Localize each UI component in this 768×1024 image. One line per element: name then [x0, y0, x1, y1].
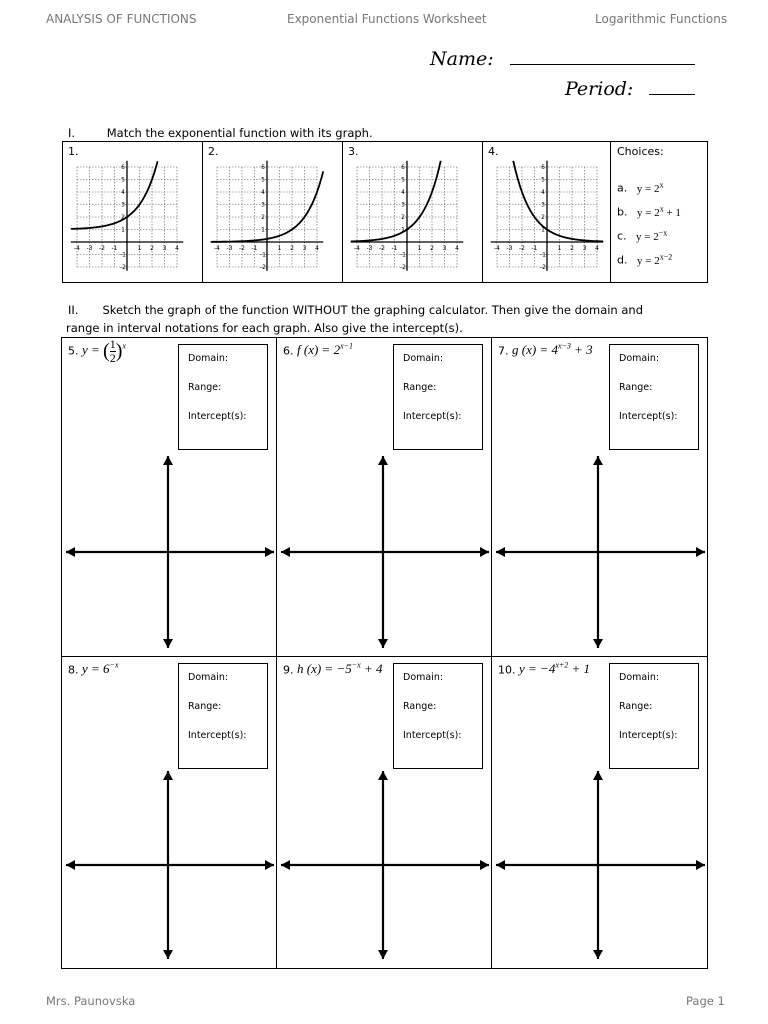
x-tick-label: -4: [354, 245, 360, 252]
problem-lhs: y = −4: [519, 661, 556, 677]
choice-letter: d.: [617, 253, 628, 267]
x-tick-label: -4: [74, 245, 80, 252]
range-label: Range:: [188, 382, 222, 393]
y-tick-label: -2: [120, 264, 126, 271]
choice-lhs: y = 2: [636, 230, 659, 243]
problem-lhs: y =: [82, 342, 104, 358]
arrow-down: [378, 639, 388, 648]
x-tick-label: 1: [137, 245, 142, 252]
y-tick-label: 3: [541, 201, 545, 209]
y-tick-label: 4: [401, 189, 405, 196]
sketch-cell: [276, 337, 492, 657]
arrow-right: [696, 860, 705, 870]
choice-letter: b.: [617, 205, 628, 219]
section2-numeral: II.: [68, 303, 79, 317]
coordinate-axes[interactable]: [277, 657, 493, 970]
problem-exponent: x+2: [555, 661, 569, 670]
arrow-down: [593, 639, 603, 648]
arrow-down: [163, 950, 173, 959]
arrow-right: [265, 860, 274, 870]
problem-number: 10.: [498, 663, 516, 677]
arrow-left: [496, 860, 505, 870]
problem-exponent: x: [122, 342, 126, 352]
arrow-right: [480, 860, 489, 870]
choices-cell: [610, 141, 708, 283]
y-tick-label: 6: [121, 164, 125, 171]
domain-label: Domain:: [188, 672, 229, 683]
arrow-up: [378, 771, 388, 780]
y-tick-label: 6: [261, 164, 265, 171]
x-tick-label: 2: [430, 245, 434, 252]
problem-lhs: h (x) = −5: [297, 661, 352, 677]
period-blank[interactable]: [649, 94, 695, 95]
graph-cell-3: [342, 141, 483, 283]
problem-lhs: y = 6: [82, 661, 110, 677]
arrow-left: [66, 860, 75, 870]
arrow-left: [496, 547, 505, 557]
y-tick-label: -1: [400, 251, 406, 259]
coordinate-axes[interactable]: [492, 657, 709, 970]
problem-rest: + 1: [568, 661, 591, 677]
choice-exp: x: [659, 204, 664, 213]
choice-lhs: y = 2: [636, 254, 660, 267]
intercepts-label: Intercept(s):: [619, 411, 678, 422]
choice-a: [617, 180, 663, 195]
x-tick-label: 4: [595, 245, 599, 252]
header-center: Exponential Functions Worksheet: [287, 12, 487, 26]
section2-heading: [68, 301, 718, 337]
problem-rest: + 3: [570, 342, 593, 358]
x-tick-label: 3: [302, 245, 307, 252]
choice-exp: x−2: [659, 252, 673, 261]
arrow-up: [593, 771, 603, 780]
problem-lhs: g (x) = 4: [512, 342, 558, 358]
coordinate-axes[interactable]: [492, 338, 709, 658]
arrow-left: [66, 547, 75, 557]
intercepts-label: Intercept(s):: [619, 730, 678, 741]
x-tick-label: 1: [417, 245, 422, 252]
x-tick-label: 2: [570, 245, 574, 252]
y-tick-label: 1: [541, 226, 545, 234]
footer-teacher: Mrs. Paunovska: [46, 994, 136, 1008]
period-label: Period:: [565, 78, 634, 100]
period-line: [565, 78, 695, 100]
y-tick-label: 6: [541, 164, 545, 171]
x-tick-label: -3: [86, 245, 93, 252]
graph-label: 1.: [68, 145, 79, 158]
header-right: Logarithmic Functions: [595, 12, 728, 26]
x-tick-label: 2: [150, 245, 154, 252]
section1-instruction: Match the exponential function with its graph.: [106, 126, 373, 140]
intercepts-label: Intercept(s):: [188, 411, 247, 422]
y-tick-label: -1: [120, 251, 126, 259]
x-tick-label: -1: [251, 245, 258, 252]
choices-title: Choices:: [617, 145, 664, 158]
graph-plot-4: [487, 160, 605, 280]
x-tick-label: -2: [379, 245, 385, 252]
x-tick-label: -2: [239, 245, 245, 252]
arrow-down: [378, 950, 388, 959]
y-tick-label: 6: [401, 164, 405, 171]
sketch-cell: [276, 656, 492, 969]
graph-plot-1: [67, 160, 185, 280]
arrow-up: [163, 456, 173, 465]
x-tick-label: -4: [214, 245, 220, 252]
arrow-down: [163, 639, 173, 648]
x-tick-label: 1: [277, 245, 282, 252]
y-tick-label: 5: [401, 176, 405, 184]
name-label: Name:: [430, 48, 494, 70]
arrow-right: [480, 547, 489, 557]
intercepts-label: Intercept(s):: [188, 730, 247, 741]
range-label: Range:: [403, 382, 437, 393]
problem-exponent: x−1: [340, 342, 354, 351]
sketch-cell: [61, 656, 277, 969]
arrow-right: [265, 547, 274, 557]
x-tick-label: -3: [226, 245, 233, 252]
coordinate-axes[interactable]: [62, 338, 278, 658]
range-label: Range:: [403, 701, 437, 712]
y-tick-label: -2: [540, 264, 546, 271]
y-tick-label: -1: [260, 251, 266, 259]
arrow-up: [378, 456, 388, 465]
y-tick-label: 3: [401, 201, 405, 209]
y-tick-label: 3: [261, 201, 265, 209]
x-tick-label: -1: [531, 245, 538, 252]
y-tick-label: 4: [121, 189, 125, 196]
x-tick-label: 3: [442, 245, 447, 252]
header-left: ANALYSIS OF FUNCTIONS: [46, 12, 197, 26]
section1-numeral: I.: [68, 126, 76, 140]
x-tick-label: 3: [162, 245, 167, 252]
problem-rest: + 4: [360, 661, 383, 677]
range-label: Range:: [619, 382, 653, 393]
choice-exp: x: [659, 180, 664, 189]
y-tick-label: 3: [121, 201, 125, 209]
choice-lhs: y = 2: [636, 182, 660, 195]
range-label: Range:: [188, 701, 222, 712]
intercepts-label: Intercept(s):: [403, 411, 462, 422]
domain-label: Domain:: [403, 672, 444, 683]
x-tick-label: -4: [494, 245, 500, 252]
choice-exp: −x: [658, 228, 668, 237]
y-tick-label: 5: [121, 176, 125, 184]
x-tick-label: -1: [391, 245, 398, 252]
problem-lhs: f (x) = 2: [297, 342, 341, 358]
footer-page: Page 1: [686, 994, 725, 1008]
arrow-up: [593, 456, 603, 465]
graph-cell-4: [482, 141, 611, 283]
domain-label: Domain:: [188, 353, 229, 364]
choice-rest: + 1: [663, 206, 681, 219]
sketch-cell: [491, 337, 708, 657]
graph-plot-3: [347, 160, 465, 280]
x-tick-label: -2: [519, 245, 525, 252]
problem-label: 5. y = ( $\frac{1}{2}$ )$^x$: [68, 337, 126, 365]
problem-number: 9.: [283, 663, 294, 677]
name-blank[interactable]: [510, 64, 695, 65]
problem-number: 5.: [68, 344, 79, 358]
section2-instruction-1: Sketch the graph of the function WITHOUT the graphing calculator. Then give the domain and: [102, 303, 644, 317]
problem-exponent: −x: [109, 661, 119, 670]
x-tick-label: 2: [290, 245, 294, 252]
graph-cell-1: [62, 141, 203, 283]
x-tick-label: 4: [455, 245, 459, 252]
arrow-right: [696, 547, 705, 557]
arrow-left: [281, 860, 290, 870]
y-tick-label: 2: [401, 214, 405, 221]
arrow-down: [593, 950, 603, 959]
x-tick-label: -2: [99, 245, 105, 252]
y-tick-label: 5: [261, 176, 265, 184]
y-tick-label: 2: [121, 214, 125, 221]
x-tick-label: 4: [315, 245, 319, 252]
y-tick-label: -1: [540, 251, 546, 259]
domain-label: Domain:: [619, 353, 660, 364]
intercepts-label: Intercept(s):: [403, 730, 462, 741]
choice-lhs: y = 2: [636, 206, 660, 219]
choice-letter: a.: [617, 181, 628, 195]
domain-label: Domain:: [619, 672, 660, 683]
graph-label: 2.: [208, 145, 219, 158]
y-tick-label: 2: [541, 214, 545, 221]
problem-exponent: −x: [351, 661, 361, 670]
problem-number: 8.: [68, 663, 79, 677]
section1-heading: [68, 124, 373, 142]
x-tick-label: -3: [506, 245, 513, 252]
sketch-cell: [61, 337, 277, 657]
y-tick-label: 4: [541, 189, 545, 196]
x-tick-label: -1: [111, 245, 118, 252]
range-label: Range:: [619, 701, 653, 712]
domain-label: Domain:: [403, 353, 444, 364]
choice-d: [617, 252, 672, 267]
coordinate-axes[interactable]: [62, 657, 278, 970]
x-tick-label: 1: [557, 245, 562, 252]
y-tick-label: 1: [401, 226, 405, 234]
choice-letter: c.: [617, 229, 627, 243]
x-tick-label: -3: [366, 245, 373, 252]
graph-cell-2: [202, 141, 343, 283]
graph-plot-2: [207, 160, 325, 280]
y-tick-label: -2: [260, 264, 266, 271]
choice-b: [617, 204, 681, 219]
section2-instruction-2: range in interval notations for each graph. Also give the intercept(s).: [66, 321, 463, 335]
problem-number: 6.: [283, 344, 294, 358]
x-tick-label: 4: [175, 245, 179, 252]
graph-label: 3.: [348, 145, 359, 158]
y-tick-label: -2: [400, 264, 406, 271]
graph-label: 4.: [488, 145, 499, 158]
arrow-up: [163, 771, 173, 780]
problem-exponent: x−3: [557, 342, 571, 351]
y-tick-label: 1: [261, 226, 265, 234]
name-line: [430, 48, 695, 70]
y-tick-label: 4: [261, 189, 265, 196]
coordinate-axes[interactable]: [277, 338, 493, 658]
y-tick-label: 1: [121, 226, 125, 234]
arrow-left: [281, 547, 290, 557]
y-tick-label: 5: [541, 176, 545, 184]
y-tick-label: 2: [261, 214, 265, 221]
problem-number: 7.: [498, 344, 509, 358]
x-tick-label: 3: [582, 245, 587, 252]
sketch-cell: [491, 656, 708, 969]
choice-c: [617, 228, 667, 243]
